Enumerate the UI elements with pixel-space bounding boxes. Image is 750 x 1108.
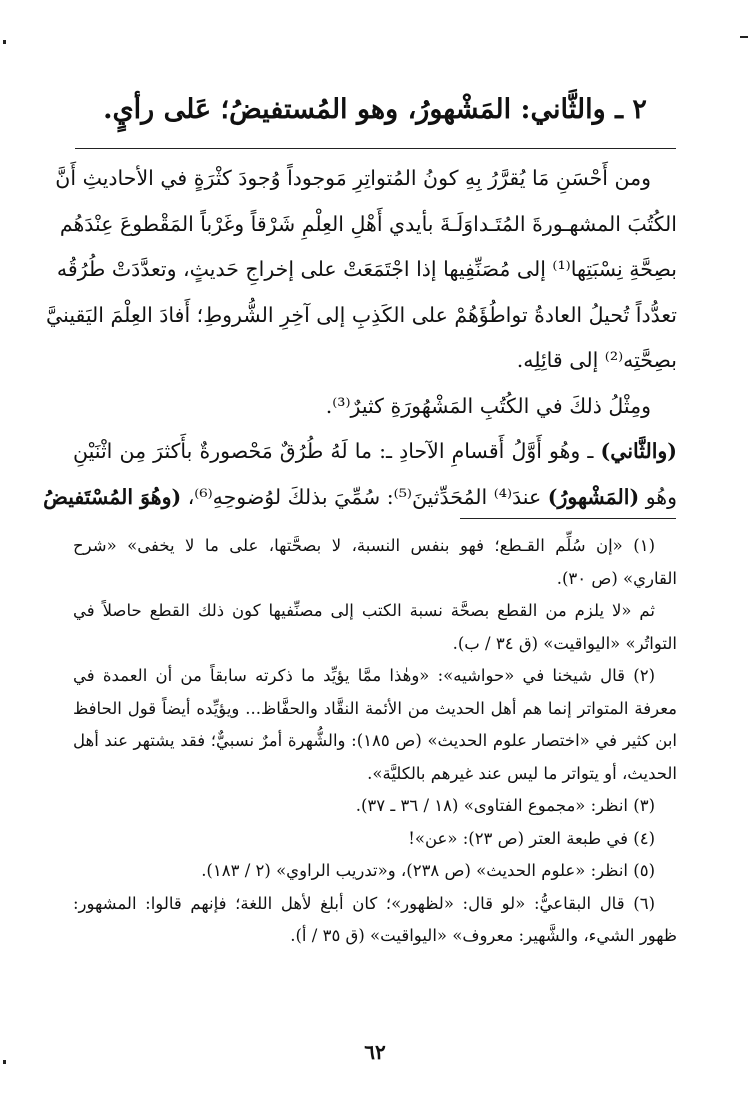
footnote-line: (٣) انظر: «مجموع الفتاوى» (١٨ / ٣٦ ـ ٣٧). [355, 796, 655, 815]
footnote-line: معرفة المتواتر إنما هم أهل الحديث من الأئمة النقَّاد والحفَّاظ... ويؤيِّده أيضاً قول الحافظ [73, 698, 677, 718]
footnote-line: الحديث، أو يتواتر ما ليس عند غيرهم بالكليَّة». [367, 763, 677, 783]
body-text-span: عندَ⁽⁴⁾ المُحَدِّثينَ⁽⁵⁾: سُمِّيَ بذلكَ لوُضوحِهِ⁽⁶⁾، [181, 484, 548, 509]
footnote-line: ظهور الشيء، والشَّهير: معروف» «اليواقيت» (ق ٣٥ / أ). [290, 926, 677, 945]
body-line: تعدُّداً تُحيلُ العادةُ تواطُؤَهُمْ على الكَذِبِ إلى آخِرِ الشُّروطِ؛ أَفادَ العِلْمَ اليَقينيَّ [46, 302, 677, 327]
footnote-line: (٥) انظر: «علوم الحديث» (ص ٢٣٨)، و«تدريب الراوي» (٢ / ١٨٣). [201, 861, 655, 880]
body-line-definition [73, 429, 677, 475]
footnote-line: (٦) قال البقاعيُّ: «لو قال: «لظهور»؛ كان أبلغ لأهل اللغة؛ فإنهم قالوا: المشهور: [73, 893, 655, 913]
body-line: بصِحَّتِه⁽²⁾ إلى قائِلِه. [516, 348, 677, 372]
section-heading: ٢ ـ والثَّاني: المَشْهورُ، وهو المُستفيضُ؛ عَلى رأيٍ. [103, 94, 647, 125]
footnote-line: التواتُر» «اليواقيت» (ق ٣٤ / ب). [452, 633, 677, 653]
footnote-separator [460, 518, 676, 519]
page-number: ٦٢ [364, 1040, 386, 1064]
body-line: ومِثْلُ ذلكَ في الكُتُبِ المَشْهُورَةِ كثيرٌ⁽³⁾. [325, 393, 651, 418]
footnote-line: (٢) قال شيخنا في «حواشيه»: «وهٰذا ممَّا يؤيِّد ما ذكرته سابقاً من أن العمدة في [73, 666, 655, 685]
body-line: بصِحَّةِ نِسْبَتِها⁽¹⁾ إلى مُصَنِّفِيها إذا اجْتَمَعَتْ على إخراجِ حَديثٍ، وتعدَّدَتْ طُرُقُه [56, 257, 677, 281]
body-line: الكُتُبَ المشهـورةَ المُتَـداوَلَـةَ بأيدي أَهْلِ العِلْمِ شَرْقاً وغَرْباً المَقْطوعَ عِنْدَهُم [59, 211, 677, 236]
heading-rule [75, 148, 676, 149]
footnote-line: (١) «إن سُلِّم القـطع؛ فهو بنفس النسبة، لا بصحَّتها، على ما لا يخفى» «شرح [73, 536, 655, 555]
footnote-line: القاري» (ص ٣٠). [556, 568, 677, 588]
body-text-span: وهُو [639, 484, 677, 509]
body-line-term [43, 475, 677, 521]
body-text-span: ـ وهُو أَوَّلُ أَقسامِ الآحادِ ـ: ما لَهُ طُرُقٌ مَحْصورةٌ بأَكثرَ مِن اثْنَيْنِ [73, 439, 601, 463]
footnote-line: ابن كثير في «اختصار علوم الحديث» (ص ١٨٥): والشُّهرة أمرٌ نسبيٌّ؛ فقد يشتهر عند أهل [73, 731, 678, 750]
scan-edge-mark-top-left [3, 40, 6, 44]
body-line: ومن أَحْسَنِ مَا يُقرَّرُ بِهِ كونُ المُتواتِرِ مَوجوداً وُجودَ كثْرَةٍ في الأحاديثِ أَنَّ [55, 166, 651, 190]
footnotes [73, 530, 677, 953]
scan-edge-mark-top-right [740, 36, 748, 38]
term-bold: (المَشْهورُ) [547, 484, 640, 509]
term-bold: (والثَّاني) [600, 439, 677, 463]
main-text [43, 156, 677, 520]
term-bold: (وهُوَ المُسْتَفيضُ [43, 484, 182, 509]
footnote-line: ثم «لا يلزم من القطع بصحَّة نسبة الكتب إلى مصنِّفيها كون ذلك القطع حاصلاً في [73, 601, 655, 620]
footnote-line: (٤) في طبعة العتر (ص ٢٣): «عن»! [408, 828, 655, 848]
